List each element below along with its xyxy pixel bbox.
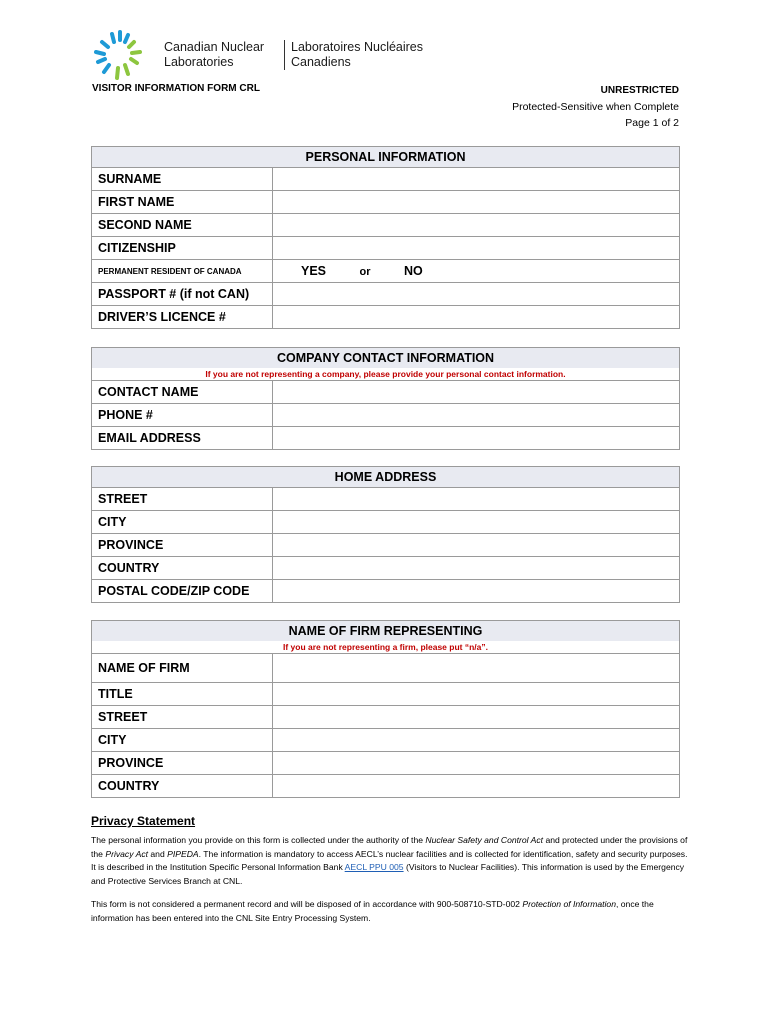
passport-input[interactable] bbox=[273, 283, 680, 306]
field-label: POSTAL CODE/ZIP CODE bbox=[92, 580, 273, 603]
form-row bbox=[92, 488, 680, 511]
citizenship-input[interactable] bbox=[273, 237, 680, 260]
form-row bbox=[92, 404, 680, 427]
field-label: STREET bbox=[92, 706, 273, 729]
logo-en-line1: Canadian Nuclear bbox=[164, 40, 265, 54]
document-classification bbox=[512, 83, 679, 131]
field-label: FIRST NAME bbox=[92, 191, 273, 214]
section-title: COMPANY CONTACT INFORMATION bbox=[92, 348, 680, 369]
permanent-resident-choice bbox=[273, 260, 680, 283]
aecl-ppu-link[interactable]: AECL PPU 005 bbox=[344, 862, 404, 872]
form-row bbox=[92, 683, 680, 706]
form-row bbox=[92, 214, 680, 237]
firm-name-input[interactable] bbox=[273, 654, 680, 683]
first-name-input[interactable] bbox=[273, 191, 680, 214]
field-label: NAME OF FIRM bbox=[92, 654, 273, 683]
field-label: TITLE bbox=[92, 683, 273, 706]
no-option[interactable]: NO bbox=[403, 264, 423, 278]
field-label: EMAIL ADDRESS bbox=[92, 427, 273, 450]
field-label: COUNTRY bbox=[92, 775, 273, 798]
field-label: PROVINCE bbox=[92, 534, 273, 557]
home-city-input[interactable] bbox=[273, 511, 680, 534]
form-row bbox=[92, 260, 680, 283]
form-row bbox=[92, 775, 680, 798]
firm-street-input[interactable] bbox=[273, 706, 680, 729]
field-label: SURNAME bbox=[92, 168, 273, 191]
classification-label: UNRESTRICTED bbox=[600, 85, 679, 96]
text-run: and protected under the provisions of the bbox=[91, 835, 688, 859]
or-text: or bbox=[359, 266, 371, 278]
logo-en-line2: Laboratories bbox=[164, 55, 234, 69]
protection-label: Protected-Sensitive when Complete bbox=[512, 101, 679, 113]
form-row bbox=[92, 237, 680, 260]
privacy-paragraph-1 bbox=[91, 834, 691, 888]
home-country-input[interactable] bbox=[273, 557, 680, 580]
postal-code-input[interactable] bbox=[273, 580, 680, 603]
firm-representing-table bbox=[91, 620, 680, 798]
drivers-licence-input[interactable] bbox=[273, 306, 680, 329]
field-label: CITIZENSHIP bbox=[92, 237, 273, 260]
field-label: PASSPORT # (if not CAN) bbox=[92, 283, 273, 306]
form-row bbox=[92, 381, 680, 404]
form-row bbox=[92, 654, 680, 683]
text-run: , once the information has been entered into the CNL Site Entry Processing System. bbox=[91, 899, 654, 923]
privacy-statement bbox=[91, 814, 691, 935]
section-title: NAME OF FIRM REPRESENTING bbox=[92, 621, 680, 642]
field-label: DRIVER’S LICENCE # bbox=[92, 306, 273, 329]
firm-country-input[interactable] bbox=[273, 775, 680, 798]
text-run: (Visitors to Nuclear Facilities). This information is used by the Emergency and Protective Services Branch at CNL. bbox=[91, 862, 685, 886]
company-contact-table bbox=[91, 347, 680, 450]
text-run: and bbox=[148, 848, 168, 859]
yes-option[interactable]: YES bbox=[301, 264, 327, 278]
logo-fr-line1: Laboratoires Nucléaires bbox=[291, 40, 424, 54]
form-row bbox=[92, 557, 680, 580]
cnl-logo bbox=[90, 28, 424, 84]
page-number: Page 1 of 2 bbox=[625, 117, 679, 129]
section-note: If you are not representing a firm, please put “n/a”. bbox=[92, 641, 680, 654]
field-label: CONTACT NAME bbox=[92, 381, 273, 404]
form-row bbox=[92, 706, 680, 729]
form-title: VISITOR INFORMATION FORM CRL bbox=[92, 83, 260, 94]
text-run: The personal information you provide on this form is collected under the authority of the bbox=[91, 835, 426, 845]
field-label: CITY bbox=[92, 729, 273, 752]
form-row bbox=[92, 580, 680, 603]
form-row bbox=[92, 752, 680, 775]
field-label: SECOND NAME bbox=[92, 214, 273, 237]
form-row bbox=[92, 306, 680, 329]
field-label: PERMANENT RESIDENT OF CANADA bbox=[92, 260, 273, 283]
home-street-input[interactable] bbox=[273, 488, 680, 511]
second-name-input[interactable] bbox=[273, 214, 680, 237]
home-address-table bbox=[91, 466, 680, 603]
text-run: This form is not considered a permanent record and will be disposed of in accordance with 900-508710-STD-002 bbox=[91, 899, 523, 909]
act-name: PIPEDA bbox=[167, 848, 199, 859]
personal-information-table bbox=[91, 146, 680, 329]
logo-fr-line2: Canadiens bbox=[291, 55, 351, 69]
field-label: CITY bbox=[92, 511, 273, 534]
home-province-input[interactable] bbox=[273, 534, 680, 557]
text-run: . The information is mandatory to access AECL’s nuclear facilities and is collected for identification, safety and security purposes. It is described in the Institution Specific Personal Information Bank bbox=[91, 848, 688, 872]
privacy-paragraph-2 bbox=[91, 898, 691, 925]
cnl-starburst-icon bbox=[90, 28, 154, 84]
act-name: Nuclear Safety and Control Act bbox=[425, 835, 544, 845]
field-label: COUNTRY bbox=[92, 557, 273, 580]
form-row bbox=[92, 534, 680, 557]
field-label: PHONE # bbox=[92, 404, 273, 427]
document-name: Protection of Information bbox=[522, 899, 616, 909]
form-row bbox=[92, 191, 680, 214]
form-row bbox=[92, 511, 680, 534]
form-row bbox=[92, 427, 680, 450]
contact-name-input[interactable] bbox=[273, 381, 680, 404]
section-title: PERSONAL INFORMATION bbox=[92, 147, 680, 168]
field-label: PROVINCE bbox=[92, 752, 273, 775]
field-label: STREET bbox=[92, 488, 273, 511]
section-note: If you are not representing a company, please provide your personal contact information. bbox=[92, 368, 680, 381]
privacy-heading: Privacy Statement bbox=[91, 814, 196, 828]
section-title: HOME ADDRESS bbox=[92, 467, 680, 488]
phone-input[interactable] bbox=[273, 404, 680, 427]
form-row bbox=[92, 168, 680, 191]
firm-city-input[interactable] bbox=[273, 729, 680, 752]
form-row bbox=[92, 729, 680, 752]
act-name: Privacy Act bbox=[105, 848, 149, 859]
form-row bbox=[92, 283, 680, 306]
surname-input[interactable] bbox=[273, 168, 680, 191]
firm-province-input[interactable] bbox=[273, 752, 680, 775]
email-input[interactable] bbox=[273, 427, 680, 450]
firm-title-input[interactable] bbox=[273, 683, 680, 706]
